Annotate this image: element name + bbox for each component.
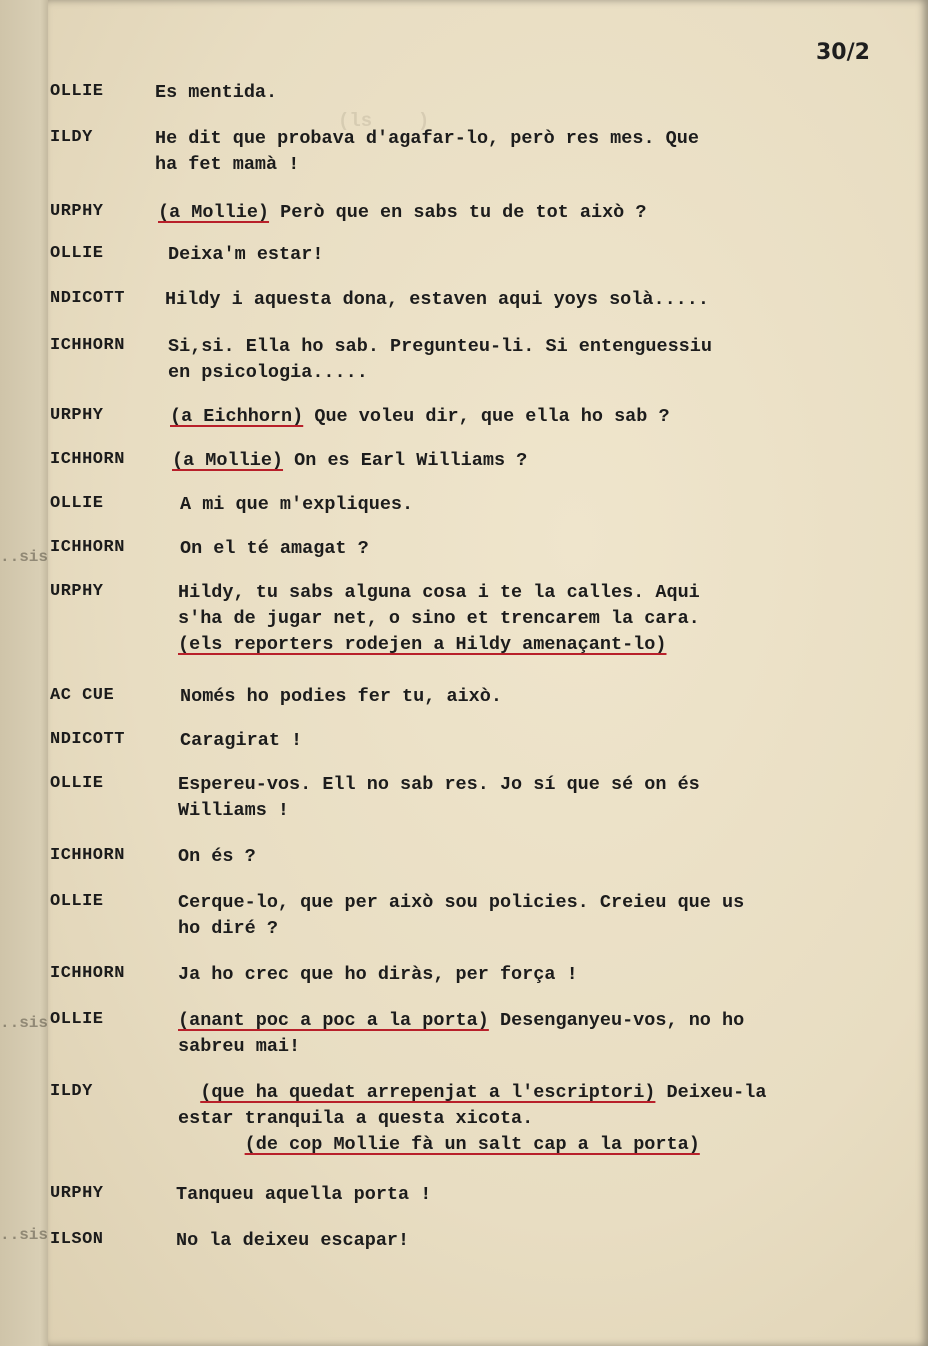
dialogue-text xyxy=(168,334,712,386)
dialogue-text xyxy=(155,126,699,178)
spoken-text: On el té amagat ? xyxy=(180,538,369,559)
spoken-text: No la deixeu escapar! xyxy=(176,1230,410,1251)
spoken-text: Es mentida. xyxy=(155,82,278,103)
dialogue-text xyxy=(176,1182,431,1208)
dialogue-text xyxy=(180,684,502,710)
spoken-text: Tanqueu aquella porta ! xyxy=(176,1184,432,1205)
spoken-text: Ja ho crec que ho diràs, per força ! xyxy=(178,964,578,985)
spoken-text: Desenganyeu-vos, no ho sabreu mai! xyxy=(178,1010,745,1057)
speaker-name: URPHY xyxy=(50,406,104,425)
speaker-name: NDICOTT xyxy=(50,730,125,749)
speaker-name: ICHHORN xyxy=(50,538,125,557)
dialogue-text xyxy=(158,200,647,226)
dialogue-text xyxy=(180,536,369,562)
stage-direction: (a Mollie) xyxy=(172,450,284,471)
speaker-name: URPHY xyxy=(50,582,104,601)
dialogue-text xyxy=(178,890,744,942)
dialogue-text xyxy=(178,580,700,658)
spoken-text: Però que en sabs tu de tot això ? xyxy=(269,202,647,223)
spoken-text xyxy=(178,1082,200,1103)
speaker-name: ICHHORN xyxy=(50,450,125,469)
speaker-name: AC CUE xyxy=(50,686,115,705)
page-number: 30/2 xyxy=(816,40,870,65)
spoken-text: On és ? xyxy=(178,846,256,867)
spoken-text: Deixeu-la estar tranquila a questa xicota. xyxy=(178,1082,767,1129)
spoken-text: Que voleu dir, que ella ho sab ? xyxy=(303,406,670,427)
spoken-text: Caragirat ! xyxy=(180,730,303,751)
spoken-text: Espereu-vos. Ell no sab res. Jo sí que sé on és Williams ! xyxy=(178,774,700,821)
speaker-name: OLLIE xyxy=(50,494,104,513)
speaker-name: OLLIE xyxy=(50,1010,104,1029)
speaker-name: OLLIE xyxy=(50,82,104,101)
previous-page-speaker: ..sis xyxy=(0,1014,49,1032)
speaker-name: ICHHORN xyxy=(50,964,125,983)
stage-direction: (que ha quedat arrepenjat a l'escriptori) xyxy=(200,1082,656,1103)
dialogue-text xyxy=(178,1080,766,1158)
dialogue-text xyxy=(180,728,302,754)
dialogue-text xyxy=(168,242,323,268)
dialogue-text xyxy=(180,492,413,518)
speaker-name: ILDY xyxy=(50,1082,93,1101)
dialogue-text xyxy=(178,844,256,870)
stage-direction: (anant poc a poc a la porta) xyxy=(178,1010,489,1031)
spoken-text: Deixa'm estar! xyxy=(168,244,324,265)
dialogue-text xyxy=(176,1228,409,1254)
spoken-text: Cerque-lo, que per això sou policies. Creieu que us ho diré ? xyxy=(178,892,745,939)
speaker-name: ICHHORN xyxy=(50,846,125,865)
previous-page-speaker: ..sis xyxy=(0,1226,49,1244)
dialogue-text xyxy=(178,1008,744,1060)
spoken-text: A mi que m'expliques. xyxy=(180,494,414,515)
script-page xyxy=(48,0,928,1346)
stage-direction: (de cop Mollie fà un salt cap a la porta) xyxy=(244,1134,700,1155)
speaker-name: ILSON xyxy=(50,1230,104,1249)
stage-direction: (els reporters rodejen a Hildy amenaçant-lo) xyxy=(178,634,667,655)
dialogue-text xyxy=(155,80,277,106)
speaker-name: ICHHORN xyxy=(50,336,125,355)
speaker-name: URPHY xyxy=(50,1184,104,1203)
spoken-text: Només ho podies fer tu, això. xyxy=(180,686,502,707)
spoken-text: Hildy, tu sabs alguna cosa i te la calles. Aqui s'ha de jugar net, o sino et trencarem la cara. xyxy=(178,582,700,629)
stage-direction: (a Eichhorn) xyxy=(170,406,304,427)
spoken-text: He dit que probava d'agafar-lo, però res mes. Que ha fet mamà ! xyxy=(155,128,699,175)
speaker-name: OLLIE xyxy=(50,892,104,911)
speaker-name: NDICOTT xyxy=(50,289,125,308)
dialogue-text xyxy=(165,287,709,313)
dialogue-text xyxy=(170,404,670,430)
spoken-text: Hildy i aquesta dona, estaven aqui yoys solà..... xyxy=(165,289,709,310)
spoken-text: Si,si. Ella ho sab. Pregunteu-li. Si entenguessiu en psicologia..... xyxy=(168,336,712,383)
spoken-text: On es Earl Williams ? xyxy=(283,450,528,471)
dialogue-text xyxy=(178,962,578,988)
dialogue-text xyxy=(178,772,700,824)
previous-page-speaker: ..sis xyxy=(0,548,49,566)
speaker-name: ILDY xyxy=(50,128,93,147)
speaker-name: OLLIE xyxy=(50,244,104,263)
stage-direction: (a Mollie) xyxy=(158,202,270,223)
dialogue-text xyxy=(172,448,527,474)
speaker-name: URPHY xyxy=(50,202,104,221)
bleed-through-text: (ls ) xyxy=(338,110,430,132)
speaker-name: OLLIE xyxy=(50,774,104,793)
